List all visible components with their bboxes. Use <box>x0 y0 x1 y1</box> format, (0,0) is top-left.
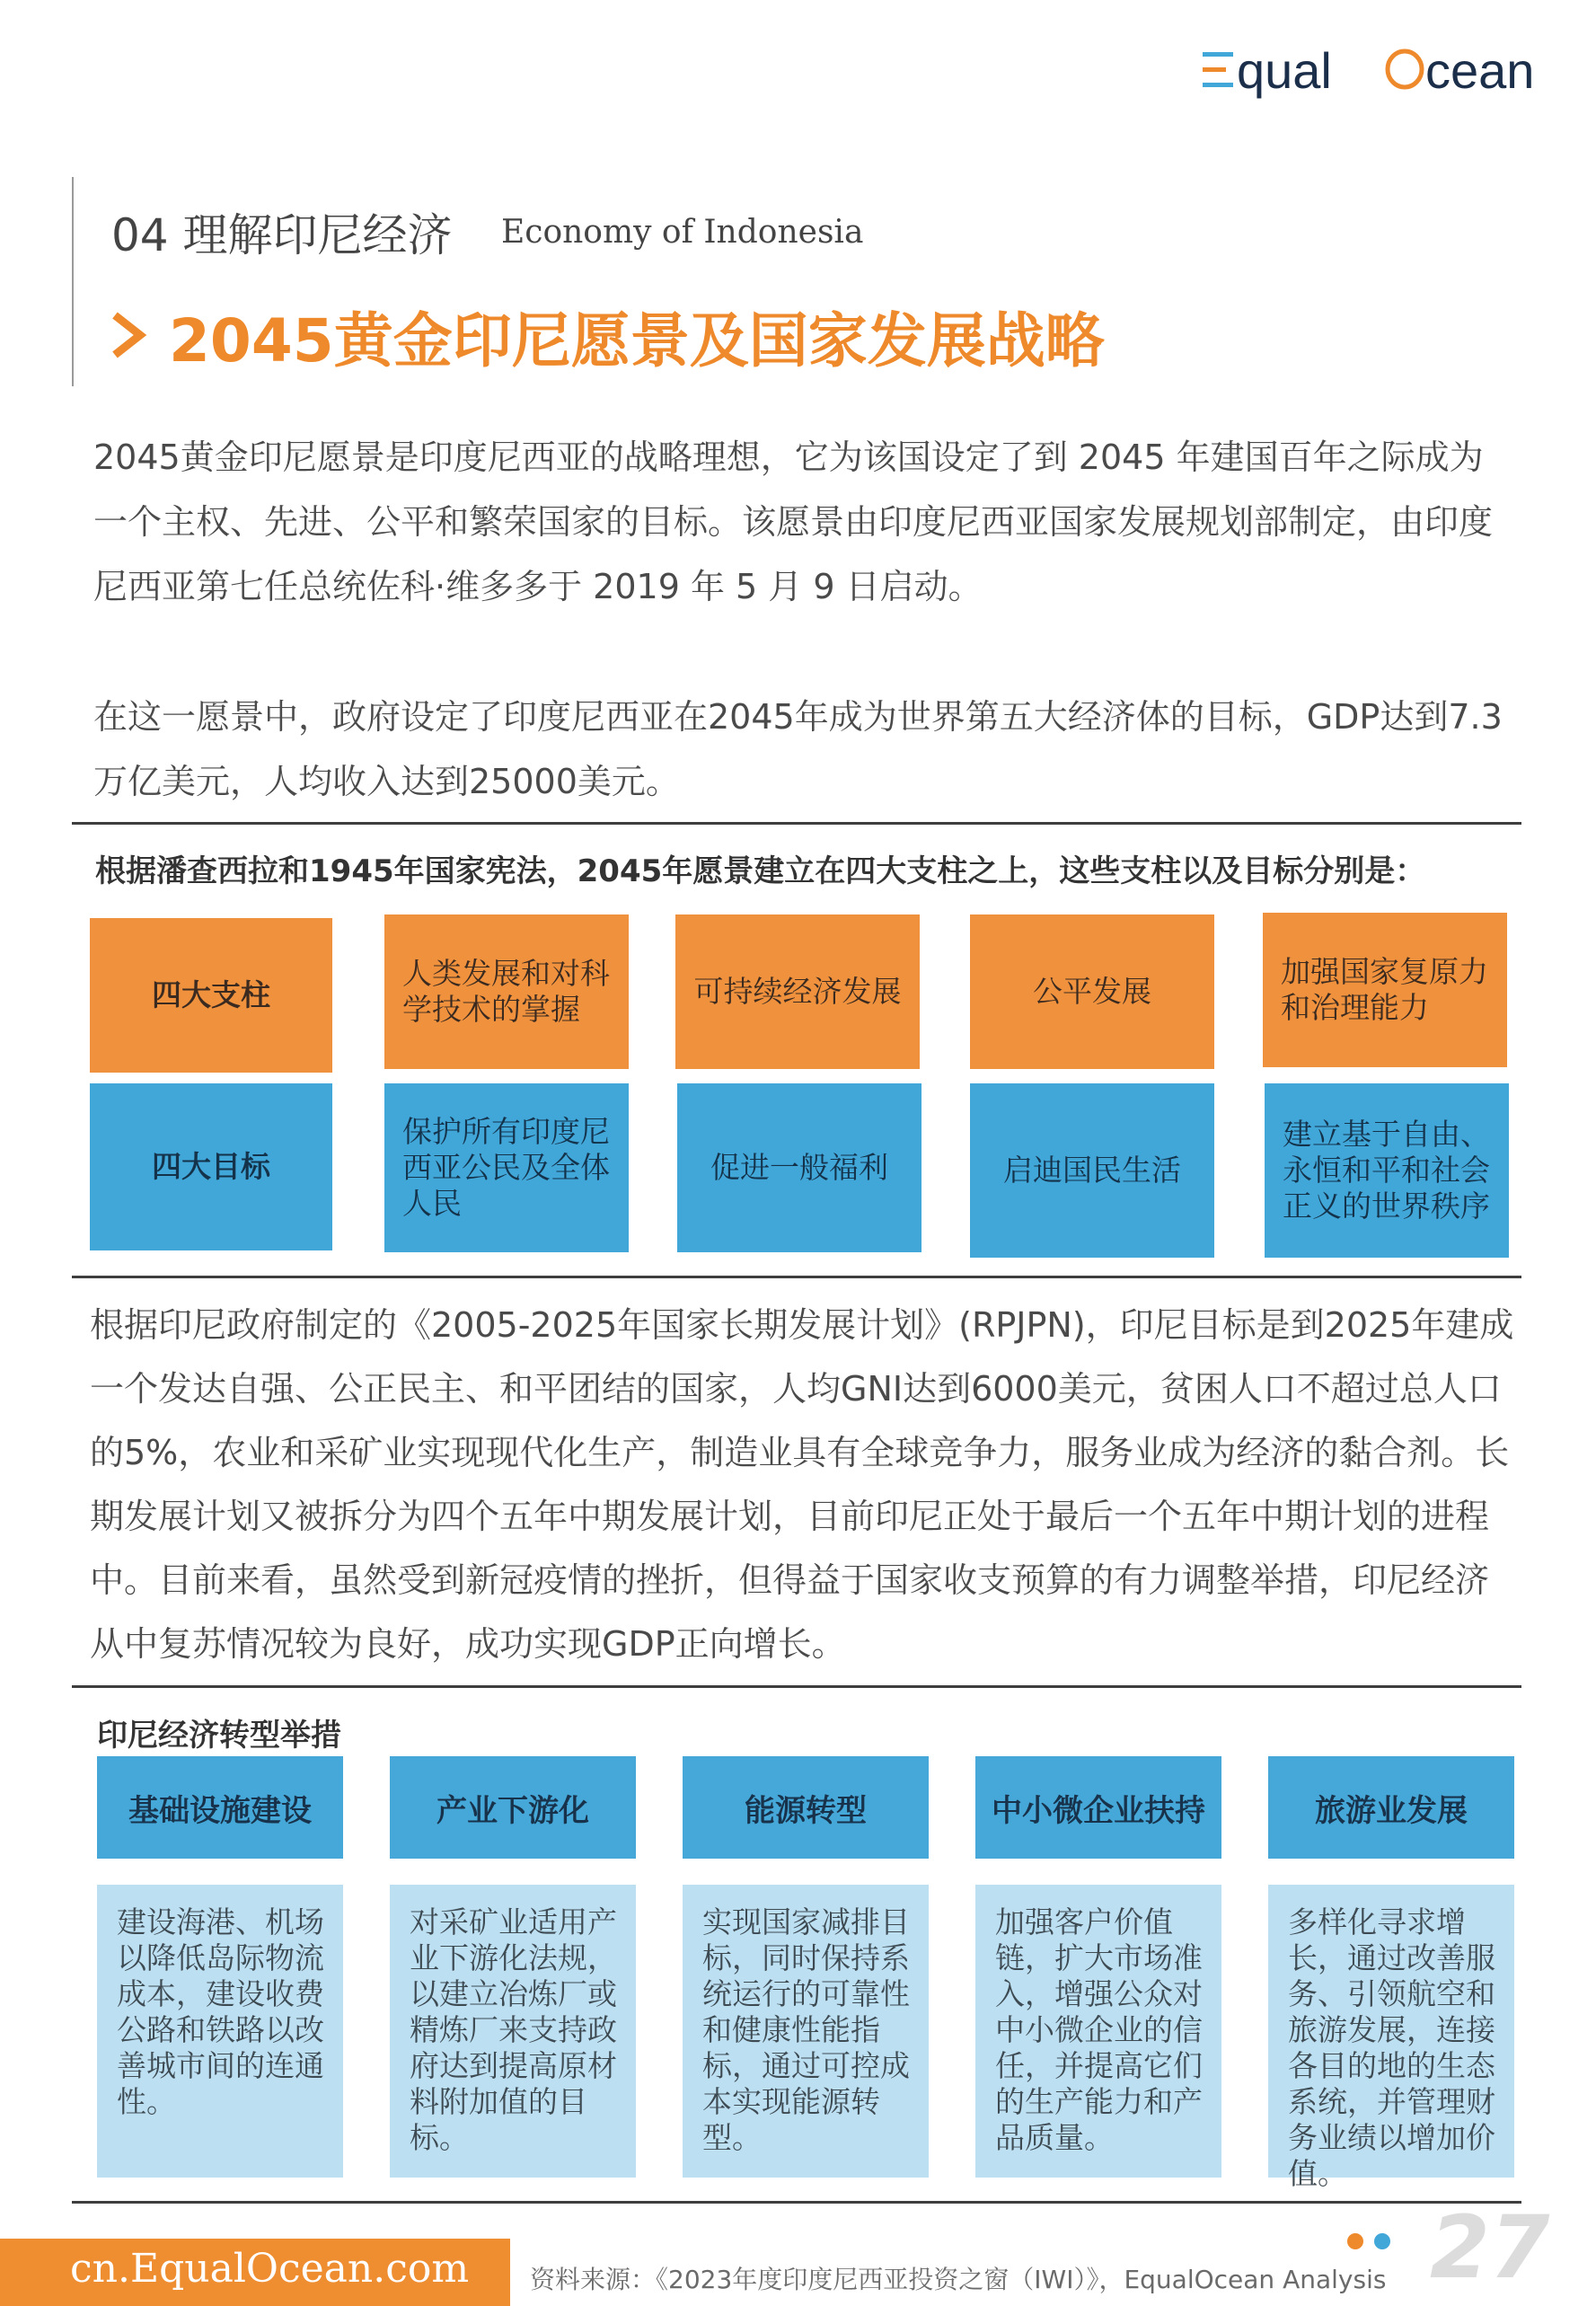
blue-dot-icon <box>1374 2233 1390 2249</box>
svg-text:qual: qual <box>1237 42 1332 99</box>
page-headline: 2045黄金印尼愿景及国家发展战略 <box>169 306 1105 375</box>
section-title: 04 理解印尼经济 <box>111 209 453 261</box>
initiative-title: 产业下游化 <box>390 1756 636 1859</box>
chevron-right-icon <box>110 308 149 362</box>
section-english-title: Economy of Indonesia <box>501 214 864 251</box>
footer-url[interactable]: cn.EqualOcean.com <box>70 2246 470 2292</box>
initiative-description: 对采矿业适用产业下游化法规，以建立冶炼厂或精炼厂来支持政府达到提高原材料附加值的目标。 <box>390 1885 636 2178</box>
initiative-description: 实现国家减排目标，同时保持系统运行的可靠性和健康性能指标，通过可控成本实现能源转型。 <box>683 1885 929 2178</box>
divider <box>72 822 1521 825</box>
goals-row-label: 四大目标 <box>90 1083 332 1250</box>
goal-box: 建立基于自由、永恒和平和社会正义的世界秩序 <box>1265 1083 1509 1258</box>
initiative-title: 旅游业发展 <box>1268 1756 1514 1859</box>
initiative-title: 能源转型 <box>683 1756 929 1859</box>
equalocean-logo <box>1201 25 1596 115</box>
pillars-row-label: 四大支柱 <box>90 918 332 1073</box>
initiative-description: 多样化寻求增长，通过改善服务、引领航空和旅游发展，连接各目的地的生态系统，并管理财务业绩以增加价值。 <box>1268 1885 1514 2178</box>
svg-text:cean: cean <box>1425 42 1535 99</box>
initiative-title: 基础设施建设 <box>97 1756 343 1859</box>
pillar-box: 公平发展 <box>970 914 1214 1069</box>
pillars-heading: 根据潘查西拉和1945年国家宪法，2045年愿景建立在四大支柱之上，这些支柱以及目标分别是： <box>95 853 1426 889</box>
pillar-box: 可持续经济发展 <box>675 914 920 1069</box>
initiative-description: 加强客户价值链，扩大市场准入，增强公众对中小微企业的信任，并提高它们的生产能力和产品质量。 <box>975 1885 1221 2178</box>
intro-paragraph-2: 在这一愿景中，政府设定了印度尼西亚在2045年成为世界第五大经济体的目标，GDP达到7.3万亿美元，人均收入达到25000美元。 <box>93 697 1503 801</box>
orange-dot-icon <box>1347 2233 1363 2249</box>
intro-paragraph-1: 2045黄金印尼愿景是印度尼西亚的战略理想，它为该国设定了到 2045 年建国百年之际成为一个主权、先进、公平和繁荣国家的目标。该愿景由印度尼西亚国家发展规划部制定，由印度尼西亚第七任总统佐科·维多多于 2019 年 5 月 9 日启动。 <box>93 437 1494 606</box>
goal-box: 促进一般福利 <box>677 1083 921 1252</box>
divider <box>72 1685 1521 1688</box>
page-number: 27 <box>1430 2197 1550 2298</box>
pillar-box: 加强国家复原力和治理能力 <box>1263 913 1507 1067</box>
source-note: 资料来源：《2023年度印度尼西亚投资之窗（IWI）》，EqualOcean Analysis <box>530 2265 1387 2294</box>
initiative-title: 中小微企业扶持 <box>975 1756 1221 1859</box>
divider <box>72 2201 1521 2204</box>
transformation-heading: 印尼经济转型举措 <box>97 1718 341 1754</box>
goal-box: 启迪国民生活 <box>970 1083 1214 1258</box>
rpjpn-paragraph: 根据印尼政府制定的《2005-2025年国家长期发展计划》(RPJPN)，印尼目标是到2025年建成一个发达自强、公正民主、和平团结的国家，人均GNI达到6000美元，贫困人口不超过总人口的5%，农业和采矿业实现现代化生产，制造业具有全球竞争力，服务业成为经济的黏合剂。长期发展计划又被拆分为四个五年中期发展计划，目前印尼正处于最后一个五年中期计划的进程中。目前来看，虽然受到新冠疫情的挫折，但得益于国家收支预算的有力调整举措，印尼经济从中复苏情况较为良好，成功实现GDP正向增长。 <box>90 1305 1514 1664</box>
pillar-box: 人类发展和对科学技术的掌握 <box>384 914 629 1069</box>
heading-divider <box>72 177 74 386</box>
goal-box: 保护所有印度尼西亚公民及全体人民 <box>384 1083 629 1252</box>
divider <box>72 1276 1521 1278</box>
initiative-description: 建设海港、机场以降低岛际物流成本，建设收费公路和铁路以改善城市间的连通性。 <box>97 1885 343 2178</box>
